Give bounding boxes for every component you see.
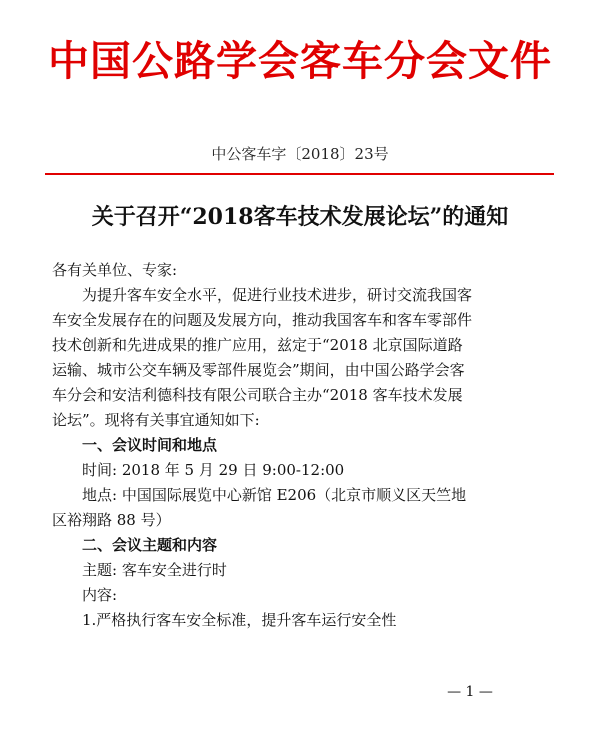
intro-line-3: 技术创新和先进成果的推广应用，兹定于“2018 北京国际道路 [52, 336, 463, 354]
salutation: 各有关单位、专家: [52, 261, 178, 279]
notice-body [52, 258, 552, 633]
page-number-footer [0, 684, 600, 700]
intro-line-2: 车安全发展存在的问题及发展方向，推动我国客车和客车零部件 [52, 311, 473, 329]
location-line-1: 地点: 中国国际展览中心新馆 E206（北京市顺义区天竺地 [82, 486, 467, 504]
location-line-2: 区裕翔路 88 号） [52, 511, 171, 529]
intro-line-5: 车分会和安洁利德科技有限公司联合主办“2018 客车技术发展 [52, 386, 463, 404]
section-1-heading: 一、会议时间和地点 [82, 436, 218, 454]
intro-line-6: 论坛”。现将有关事宜通知如下: [52, 411, 260, 429]
content-item-1: 1.严格执行客车安全标准，提升客车运行安全性 [82, 611, 397, 629]
content-label: 内容: [82, 586, 118, 604]
intro-line-4: 运输、城市公交车辆及零部件展览会”期间，由中国公路学会客 [52, 361, 465, 379]
time-line: 时间: 2018 年 5 月 29 日 9:00-12:00 [82, 461, 345, 479]
document-number: 中公客车字〔2018〕23号 [211, 145, 389, 163]
section-2-heading: 二、会议主题和内容 [82, 536, 218, 554]
intro-line-1: 为提升客车安全水平，促进行业技术进步，研讨交流我国客 [82, 286, 473, 304]
theme-line: 主题: 客车安全进行时 [82, 561, 227, 579]
notice-title: 关于召开“2018客车技术发展论坛”的通知 [91, 204, 509, 230]
page-number: — 1 — [447, 684, 493, 700]
red-divider-line [45, 173, 554, 175]
org-header-title: 中国公路学会客车分会文件 [48, 37, 552, 85]
